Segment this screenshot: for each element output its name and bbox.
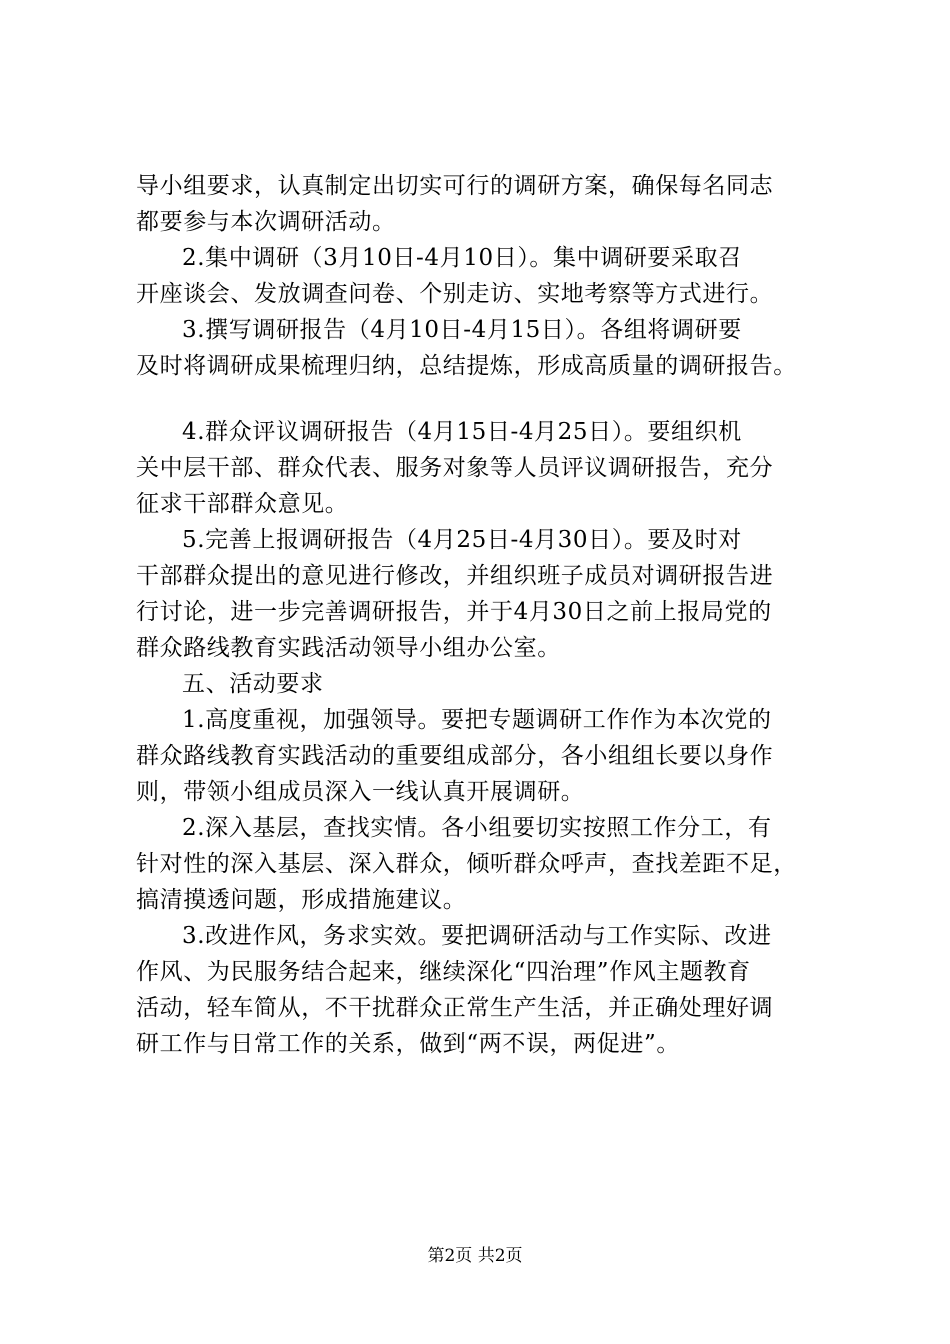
text-line: 干部群众提出的意见进行修改，并组织班子成员对调研报告进 (136, 563, 774, 589)
text-line: 关中层干部、群众代表、服务对象等人员评议调研报告，充分 (136, 455, 774, 481)
text-line: 2.深入基层，查找实情。各小组要切实按照工作分工，有 (182, 815, 772, 841)
text-line: 都要参与本次调研活动。 (136, 209, 396, 235)
text-line: 行讨论，进一步完善调研报告，并于4月30日之前上报局党的 (136, 599, 772, 625)
text-line: 群众路线教育实践活动的重要组成部分，各小组组长要以身作 (136, 743, 774, 769)
text-line: 群众路线教育实践活动领导小组办公室。 (136, 635, 561, 661)
text-line: 2.集中调研（3月10日-4月10日）。集中调研要采取召 (182, 245, 742, 271)
text-line: 则，带领小组成员深入一线认真开展调研。 (136, 779, 585, 805)
text-line: 活动，轻车简从，不干扰群众正常生产生活，并正确处理好调 (136, 995, 774, 1021)
text-line: 及时将调研成果梳理归纳，总结提炼，形成高质量的调研报告。 (136, 353, 797, 379)
text-line: 1.高度重视，加强领导。要把专题调研工作作为本次党的 (182, 707, 772, 733)
text-line: 4.群众评议调研报告（4月15日-4月25日）。要组织机 (182, 419, 742, 445)
text-line: 针对性的深入基层、深入群众，倾听群众呼声，查找差距不足， (136, 851, 797, 877)
section-heading: 五、活动要求 (182, 671, 324, 697)
text-line: 研工作与日常工作的关系，做到“两不误，两促进”。 (136, 1031, 680, 1057)
text-line: 3.撰写调研报告（4月10日-4月15日）。各组将调研要 (182, 317, 742, 343)
document-body (136, 168, 856, 1062)
text-line: 作风、为民服务结合起来，继续深化“四治理”作风主题教育 (136, 959, 751, 985)
text-line: 征求干部群众意见。 (136, 491, 349, 517)
page-number-footer: 第2页 共2页 (427, 1246, 523, 1266)
text-line: 5.完善上报调研报告（4月25日-4月30日）。要及时对 (182, 527, 742, 553)
text-line: 导小组要求，认真制定出切实可行的调研方案，确保每名同志 (136, 173, 774, 199)
text-line: 搞清摸透问题，形成措施建议。 (136, 887, 467, 913)
text-line: 开座谈会、发放调查问卷、个别走访、实地考察等方式进行。 (136, 281, 774, 307)
text-line: 3.改进作风，务求实效。要把调研活动与工作实际、改进 (182, 923, 772, 949)
